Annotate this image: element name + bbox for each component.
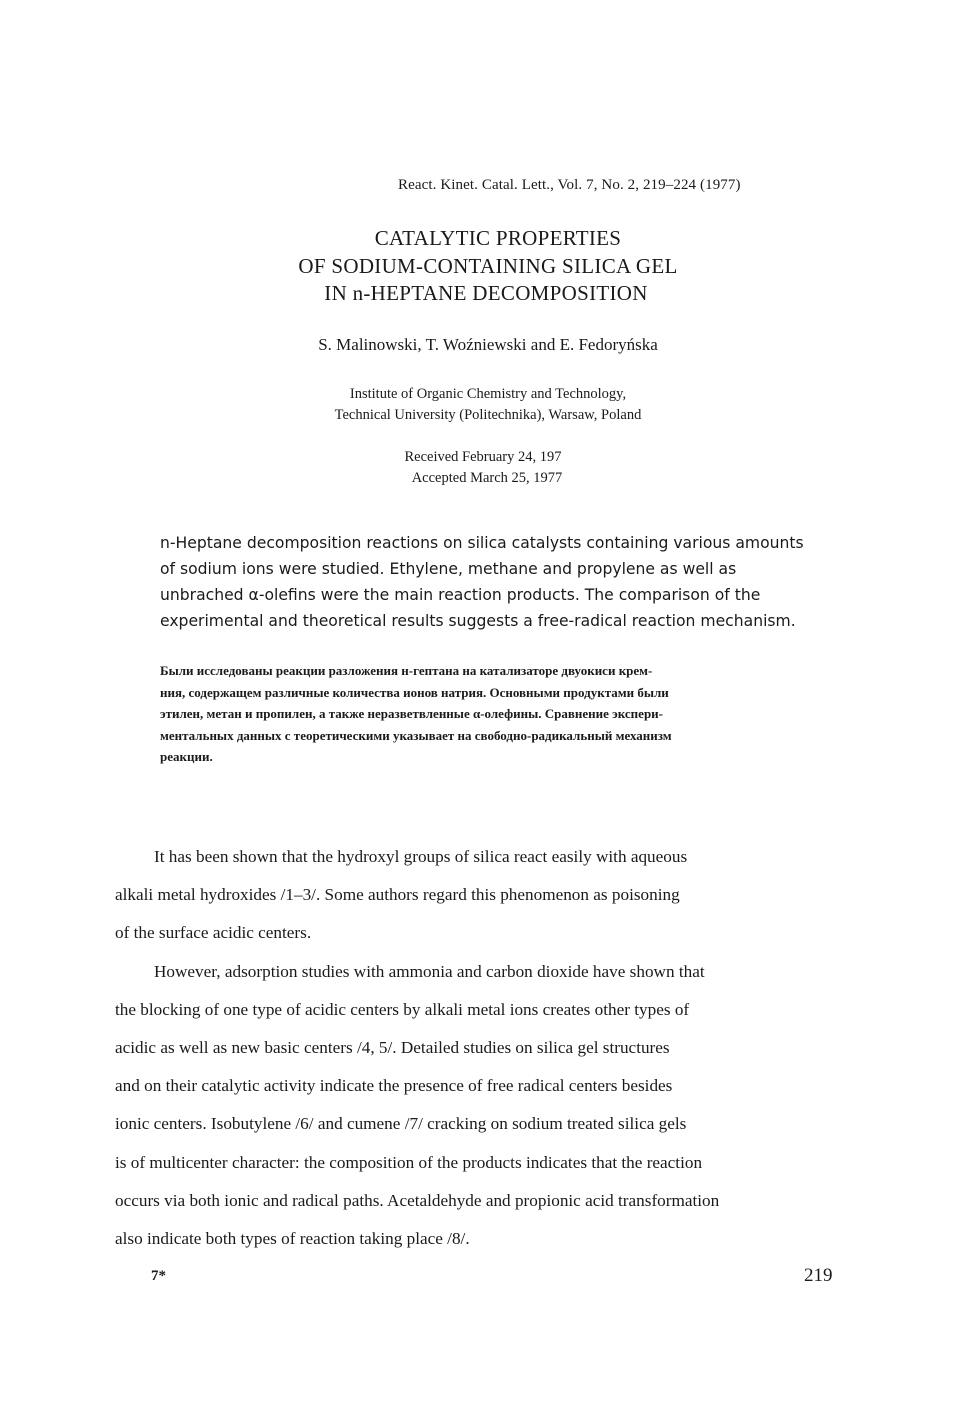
received-date: Received February 24, 197 (404, 449, 562, 465)
title-line-2: OF SODIUM-CONTAINING SILICA GEL (298, 253, 678, 278)
abstract-ru-line: ния, содержащем различные количества ионов натрия. Основными продуктами были (160, 684, 669, 700)
abstract-en-line: experimental and theoretical results suggests a free-radical reaction mechanism. (160, 612, 796, 630)
signature-mark: 7* (151, 1268, 166, 1284)
body-line: ionic centers. Isobutylene /6/ and cumene /7/ cracking on sodium treated silica gels (115, 1114, 687, 1134)
submission-dates (0, 447, 976, 489)
accepted-date: Accepted March 25, 1977 (411, 470, 563, 486)
abstract-ru-line: ментальных данных с теоретическими указывает на свободно-радикальный механизм (160, 727, 672, 743)
affiliation (0, 384, 976, 426)
page-number: 219 (804, 1265, 833, 1286)
abstract-ru-line: Были исследованы реакции разложения н-гептана на катализаторе двуокиси крем- (160, 663, 653, 678)
body-line: It has been shown that the hydroxyl groups of silica react easily with aqueous (154, 847, 688, 866)
abstract-russian (160, 660, 860, 768)
body-line: and on their catalytic activity indicate the presence of free radical centers besides (115, 1076, 673, 1096)
body-text (115, 838, 895, 1258)
authors: S. Malinowski, T. Woźniewski and E. Fedoryńska (318, 335, 658, 354)
title-line-3: IN n-HEPTANE DECOMPOSITION (324, 281, 648, 305)
body-line: of the surface acidic centers. (115, 923, 312, 943)
body-line: the blocking of one type of acidic centers by alkali metal ions creates other types of (115, 999, 690, 1019)
paper-title (0, 225, 976, 308)
title-line-1: CATALYTIC PROPERTIES (374, 226, 622, 250)
abstract-en-line: unbrached α-olefins were the main reaction products. The comparison of the (160, 586, 761, 604)
affiliation-line-1: Institute of Organic Chemistry and Technology, (349, 386, 627, 402)
abstract-ru-line: реакции. (160, 749, 213, 764)
body-line: acidic as well as new basic centers /4, 5/. Detailed studies on silica gel structures (115, 1038, 670, 1058)
body-line: also indicate both types of reaction taking place /8/. (115, 1229, 470, 1249)
journal-reference: React. Kinet. Catal. Lett., Vol. 7, No. 2, 219–224 (1977) (398, 177, 741, 193)
abstract-english (160, 530, 872, 634)
body-line: However, adsorption studies with ammonia and carbon dioxide have shown that (154, 961, 705, 981)
affiliation-line-2: Technical University (Politechnika), Warsaw, Poland (334, 407, 642, 423)
abstract-ru-line: этилен, метан и пропилен, а также неразветвленные α-олефины. Сравнение экспери- (160, 706, 663, 721)
abstract-en-line: n-Heptane decomposition reactions on silica catalysts containing various amounts (160, 534, 804, 552)
body-line: occurs via both ionic and radical paths. Acetaldehyde and propionic acid transformation (115, 1190, 720, 1210)
body-line: is of multicenter character: the composition of the products indicates that the reaction (115, 1152, 703, 1172)
abstract-en-line: of sodium ions were studied. Ethylene, methane and propylene as well as (160, 560, 737, 578)
body-line: alkali metal hydroxides /1–3/. Some authors regard this phenomenon as poisoning (115, 885, 680, 905)
